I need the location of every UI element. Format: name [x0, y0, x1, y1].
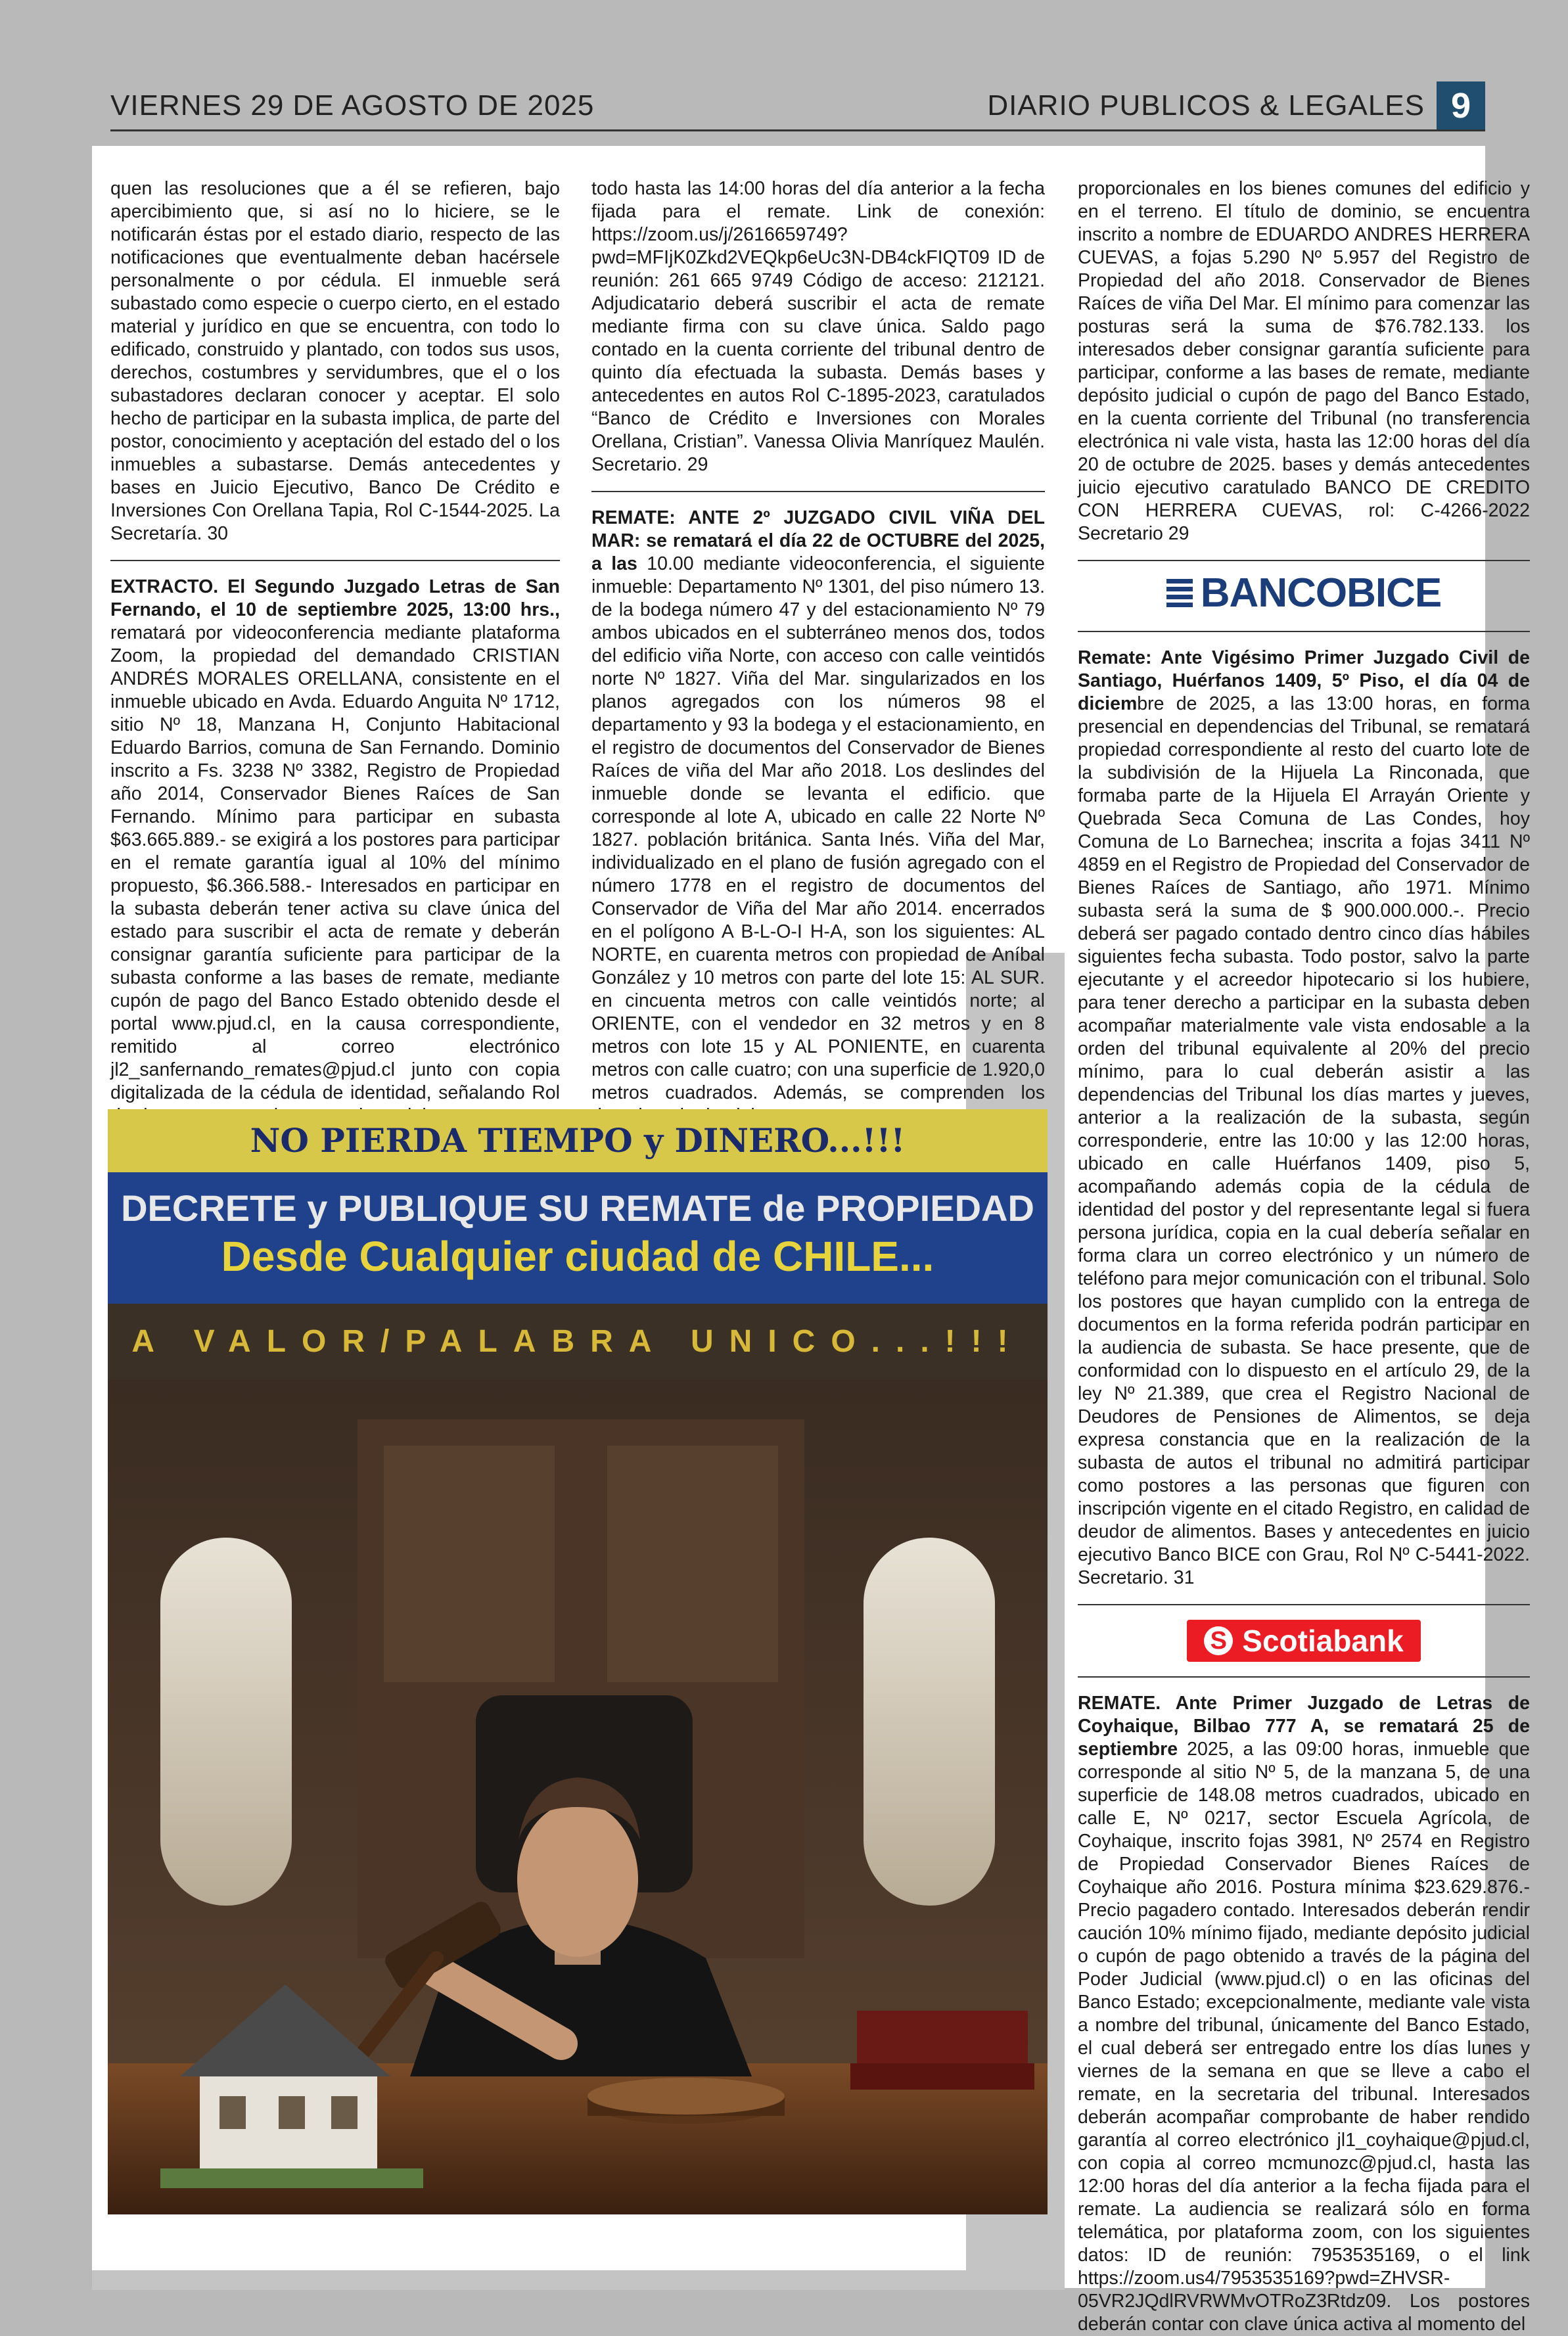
- notice-divider: [1078, 560, 1530, 561]
- notice-divider: [1078, 631, 1530, 632]
- column-1: [110, 177, 560, 1151]
- bice-bars-icon: [1166, 576, 1193, 610]
- notice-heading: REMATE. Ante Primer Juzgado de Letras de Coyhaique, Bilbao 777 A, se rematará 25 de septiembre: [1078, 1693, 1530, 1760]
- notice-divider: [591, 491, 1045, 492]
- notice-remate-santiago: [1078, 647, 1530, 1590]
- ad-headline: NO PIERDA TIEMPO y DINERO...!!!: [108, 1109, 1048, 1172]
- page-bottom-band: [92, 2270, 1065, 2290]
- notice-body: 2025, a las 09:00 horas, inmueble que corresponde al sitio Nº 5, de la manzana 5, de una superficie de 148.08 metros cuadrados, ubicado en calle E, Nº 0217, sector Escuela Agrícola, de Coyhaique, inscrito fojas 3981, Nº 2574 en Registro de Propiedad Conservador Bienes Raíces de Coyhaique año 2016. Postura mínima $23.629.876.- Precio pagadero contado. Interesados deberán rendir caución 10% mínimo fijado, mediante depósito judicial o cupón de pago obtenido a través de la página del Poder Judicial (www.pjud.cl) o en las oficinas del Banco Estado; excepcionalmente, mediante vale vista a nombre del tribunal, únicamente del Banco Estado, el cual deberá ser entregado entre los días lunes y viernes de la semana en que se lleve a cabo el remate, en la secretaria del tribunal. Interesados deberán acompañar comprobante de haber rendido garantía al correo electrónico jl1_coyhaique@pjud.cl, con copia al correo mcmunozc@pjud.cl, hasta las 12:00 horas del día anterior a la fecha fijada para el remate. La audiencia se realizará sólo en forma telemática, por plataforma zoom, con los siguientes datos: ID de reunión: 7953535169, o el link https://zoom.us4/7953535169?pwd=ZHVSR-05VR2JQdlRVRWMvOTRoZ3Rtdz09. Los postores deberán contar con clave única activa al momento del: [1078, 1739, 1530, 2335]
- notice-text: quen las resoluciones que a él se refieren, bajo apercibimiento que, si así no lo hiciere, se le notificarán éstas por el estado diario, respecto de las notificaciones que eventualmente deban hacérsele personalmente o por cédula. El inmueble será subastado como especie o cuerpo cierto, en el estado material y jurídico en que se encuentra, con todo lo edificado, construido y plantado, con todos sus usos, derechos, costumbres y servidumbres, que el o los subastadores declaran conocer y aceptar. El solo hecho de participar en la subasta implica, de parte del postor, conocimiento y aceptación del estado del o los inmuebles a subastarse. Demás antecedentes y bases en Juicio Ejecutivo, Banco De Crédito e Inversiones Con Orellana Tapia, Rol C-1544-2025. La Secretaría. 30: [110, 178, 560, 544]
- column-2: [591, 177, 1045, 1128]
- notice-body: 10.00 mediante videoconferencia, el siguiente inmueble: Departamento Nº 1301, del piso número 13. de la bodega número 47 y del estacionamiento Nº 79 ambos ubicados en el subterráneo menos dos, todos del edificio viña Norte, con acceso con calle veintidós norte Nº 1827. Viña del Mar. singularizados en los planos agregados con los números 98 el departamento y 93 la bodega y el estacionamiento, en el registro de documentos del Conservador de Bienes Raíces de viña del Mar año 2018. Los deslindes del inmueble donde se levanta el edificio. que corresponde al lote A, ubicado en calle 22 Norte Nº 1827. población británica. Santa Inés. Viña del Mar, individualizado en el plano de fusión agregado con el número 1778 en el registro de documentos del Conservador de Viña del Mar año 2014. encerrados en el polígono A B-L-O-I H-A, son los siguientes: AL NORTE, en cuarenta metros con propiedad de Aníbal González y 10 metros con parte del lote 15: AL SUR. en cincuenta metros con calle veintidós norte; al ORIENTE, con el vendedor en 32 metros y en 8 metros con lote 15 y AL PONIENTE, en cuarenta metros con calle cuatro; con una superficie de 1.920,0 metros cuadrados. Además, se comprenden los: [591, 553, 1046, 1103]
- bice-logo-text: BANCOBICE: [1200, 570, 1442, 616]
- page-number: 9: [1437, 81, 1485, 130]
- ad-tagline: A VALOR/PALABRA UNICO...!!!: [108, 1304, 1048, 1380]
- notice-body: bre de 2025, a las 13:00 horas, en forma presencial en dependencias del Tribunal, se rematará propiedad correspondiente al resto del cuarto lote de la subdivisión de la Hijuela La Rinconada, que formaba parte de la Hijuela El Arrayán Oriente y Quebrada Seca Comuna de Las Condes, hoy Comuna de Lo Barnechea; inscrita a fojas 3411 Nº 4859 en el Registro de Propiedad del Conservador de Bienes Raíces de Santiago, año 1971. Mínimo subasta será la suma de $ 900.000.000.-. Precio deberá ser pagado contado dentro cinco días hábiles siguientes fecha subasta. Todo postor, salvo la parte ejecutante y el acreedor hipotecario si los hubiere, para tener derecho a participar en la subasta deben acompañar materialmente vale vista endosable a la orden del tribunal equivalente al 20% del precio mínimo, para lo cual deberán asistir a las dependencias del Tribunal los días martes y jueves, anterior a la realización de la subasta, según corresponderie, entre las 10:00 y las 12:00 horas, ubicado en calle Huérfanos 1409, piso 5, acompañando además copia de la cédula de identidad del postor y del representante legal si fuera persona jurídica, copia en la cual debería señalar en forma clara un correo electrónico y un número de teléfono para mejor comunicación con el tribunal. Solo los postores que hayan cumplido con la entrega de documentos en la forma referida podrán participar en la audiencia de subasta. Se hace presente, que de conformidad con lo dispuesto en el artículo 29, de la ley Nº 21.389, que crea el Registro Nacional de Deudores de Pensiones de Alimentos, se deja expresa constancia que en la realización de la subasta de autos el tribunal no admitirá participar como postores a las personas que figuren con inscripción vigente en el citado Registro, en calidad de deudor de alimentos. Bases y antecedentes en juicio ejecutivo Banco BICE con Grau, Rol Nº C-5441-2022. Secretario. 31: [1078, 693, 1530, 1588]
- notice-heading: EXTRACTO. El Segundo Juzgado Letras de San Fernando, el 10 de septiembre 2025, 13:00 hrs.,: [110, 576, 560, 620]
- notice-divider: [110, 560, 560, 561]
- scotia-s-icon: S: [1204, 1626, 1233, 1655]
- publication-name: DIARIO PUBLICOS & LEGALES: [987, 89, 1425, 122]
- notice-remate-vina-del-mar: [591, 507, 1045, 1128]
- ad-line-decrete: DECRETE y PUBLIQUE SU REMATE de PROPIEDAD: [121, 1187, 1034, 1229]
- notice-remate-coyhaique: [1078, 1692, 1530, 2336]
- column-3: [1078, 177, 1530, 2336]
- notice-divider: [1078, 1676, 1530, 1678]
- scotia-logo-text: Scotiabank: [1242, 1623, 1404, 1658]
- notice-body: rematará por videoconferencia mediante plataforma Zoom, la propiedad del demandado CRISTIAN ANDRÉS MORALES ORELLANA, consistente en el inmueble ubicado en Avda. Eduardo Anguita Nº 1712, sitio Nº 18, Manzana H, Conjunto Habitacional Eduardo Barrios, comuna de San Fernando. Dominio inscrito a Fs. 3238 Nº 3382, Registro de Propiedad año 2014, Conservador Bienes Raíces de San Fernando. Mínimo para participar en subasta $63.665.889.- se exigirá a los postores para participar en el remate garantía igual al 10% del mínimo propuesto, $6.366.588.- Interesados en participar en la subasta deberán tener activa su clave única del estado para suscribir el acta de remate y deberán consignar garantía suficiente para participar de la subasta conforme a las bases de remate, mediante cupón de pago del Banco Estado obtenido desde el portal www.pjud.cl, en la causa correspondiente, remitido al correo electrónico jl2_sanfernando_remates@pjud.cl junto con copia digitalizada de la cédula de identidad, señalando Rol: [110, 622, 560, 1103]
- notice-divider: [1078, 1604, 1530, 1605]
- notice-heading: Remate: Ante Vigésimo Primer Juzgado Civil de Santiago, Huérfanos 1409, 5º Piso, el día 04 de diciem: [1078, 647, 1530, 714]
- notice-text: todo hasta las 14:00 horas del día anterior a la fecha fijada para el remate. Link de conexión: https://zoom.us/j/2616659749?pwd=MFIjK0Zkd2VEQkp6eUc3N-DB4ckFIQT09 ID de reunión: 261 665 9749 Código de acceso: 212121. Adjudicatario deberá suscribir el acta de remate mediante firma con su clave única. Saldo pago contado en la cuenta corriente del tribunal dentro de quinto día efectuada la subasta. Demás bases y antecedentes en autos Rol C-1895-2023, caratulados “Banco de Crédito e Inversiones con Morales Orellana, Cristian”. Vanessa Olivia Manríquez Maulén. Secretario. 29: [591, 178, 1045, 475]
- advertisement: [108, 1109, 1048, 2214]
- judge-with-gavel-illustration: [108, 1380, 1048, 2214]
- notice-extracto-san-fernando: [110, 576, 560, 1151]
- header-rule: [110, 129, 1485, 131]
- page-header: [92, 85, 1485, 127]
- notice-text: proporcionales en los bienes comunes del edificio y en el terreno. El título de dominio, se encuentra inscrito a nombre de EDUARDO ANDRES HERRERA CUEVAS, a fojas 5.290 Nº 5.957 del Registro de Propiedad del año 2018. Conservador de Bienes Raíces de viña Del Mar. El mínimo para comenzar las posturas será la suma de $76.782.133. los interesados deber consignar garantía suficiente para participar, conforme a las bases de remate, mediante depósito judicial o cupón de pago del Banco Estado, en la cuenta corriente del Tribunal (no transferencia electrónica ni vale vista, hasta las 12:00 horas del día 20 de octubre de 2025. bases y demás antecedentes juicio ejecutivo caratulado BANCO DE CREDITO CON HERRERA CUEVAS, rol: C-4266-2022 Secretario 29: [1078, 178, 1530, 544]
- ad-line-chile: Desde Cualquier ciudad de CHILE...: [221, 1233, 934, 1280]
- banco-bice-logo: [1078, 570, 1530, 616]
- issue-date: VIERNES 29 DE AGOSTO DE 2025: [110, 89, 595, 122]
- notice-heading: REMATE: ANTE 2º JUZGADO CIVIL VIÑA DEL MAR: se rematará el día 22 de OCTUBRE del 2025, a las: [591, 507, 1045, 574]
- scotiabank-logo: [1078, 1620, 1530, 1662]
- ad-subheadline: [108, 1172, 1048, 1304]
